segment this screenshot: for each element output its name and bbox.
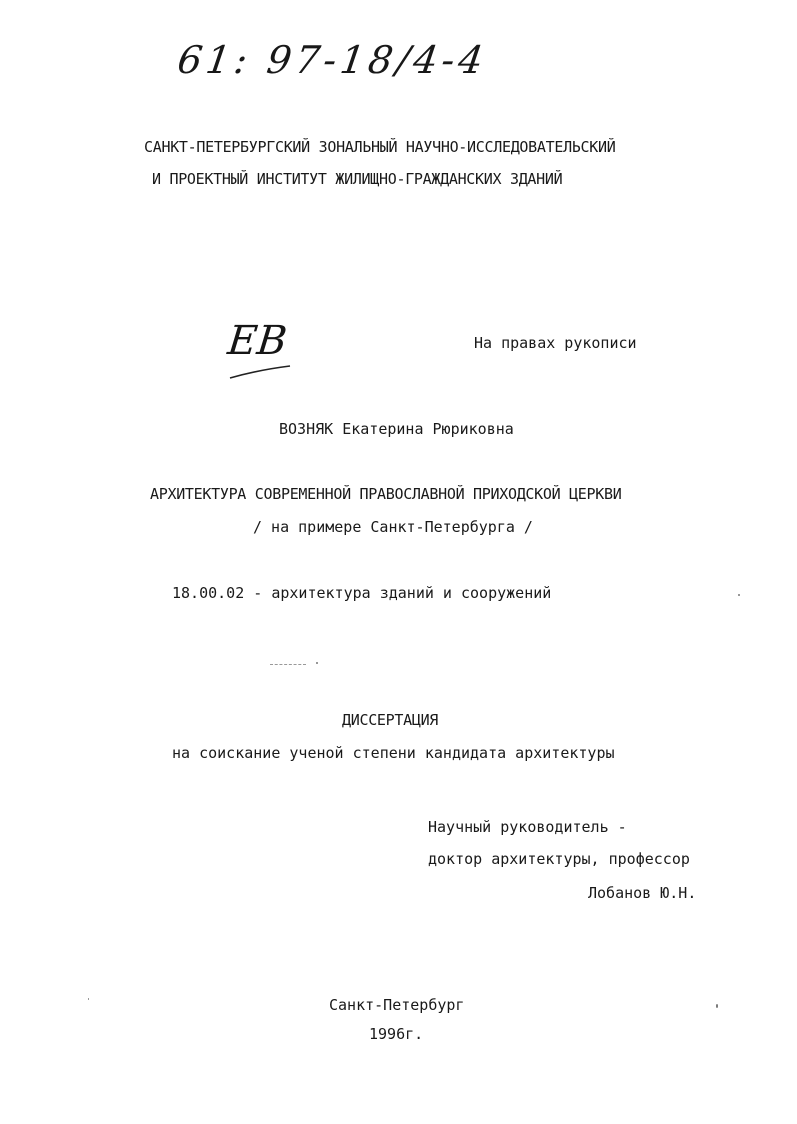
document-type-heading: ДИССЕРТАЦИЯ (342, 711, 439, 729)
institution-line-1: САНКТ-ПЕТЕРБУРГСКИЙ ЗОНАЛЬНЫЙ НАУЧНО-ИССЛЕДОВАТЕЛЬСКИЙ (144, 138, 616, 156)
dissertation-title-line-2: / на примере Санкт-Петербурга / (253, 518, 533, 536)
initials-text: ЕВ (225, 318, 290, 364)
institution-line-2: И ПРОЕКТНЫЙ ИНСТИТУТ ЖИЛИЩНО-ГРАЖДАНСКИХ ЗДАНИЙ (152, 170, 563, 188)
dissertation-title-line-1: АРХИТЕКТУРА СОВРЕМЕННОЙ ПРАВОСЛАВНОЙ ПРИХОДСКОЙ ЦЕРКВИ (150, 485, 622, 503)
scan-speck (88, 998, 89, 1000)
stray-mark (270, 664, 306, 666)
handwritten-initials (225, 318, 308, 388)
supervisor-line-2: доктор архитектуры, профессор (428, 850, 690, 868)
scan-speck (738, 594, 740, 596)
year: 1996г. (369, 1025, 424, 1043)
supervisor-line-3: Лобанов Ю.Н. (588, 884, 697, 902)
archive-code-handwritten (174, 38, 498, 98)
specialty-code: 18.00.02 - архитектура зданий и сооружений (172, 584, 552, 602)
city: Санкт-Петербург (329, 996, 465, 1014)
scan-speck (716, 1004, 718, 1008)
initials-underline (225, 318, 308, 388)
document-type-subheading: на соискание ученой степени кандидата архитектуры (172, 744, 615, 762)
scan-speck (316, 662, 318, 664)
archive-code-text: 61: 97-18/4-4 (174, 38, 490, 82)
supervisor-line-1: Научный руководитель - (428, 818, 627, 836)
manuscript-rights: На правах рукописи (474, 334, 637, 352)
author-name: ВОЗНЯК Екатерина Рюриковна (279, 420, 514, 438)
